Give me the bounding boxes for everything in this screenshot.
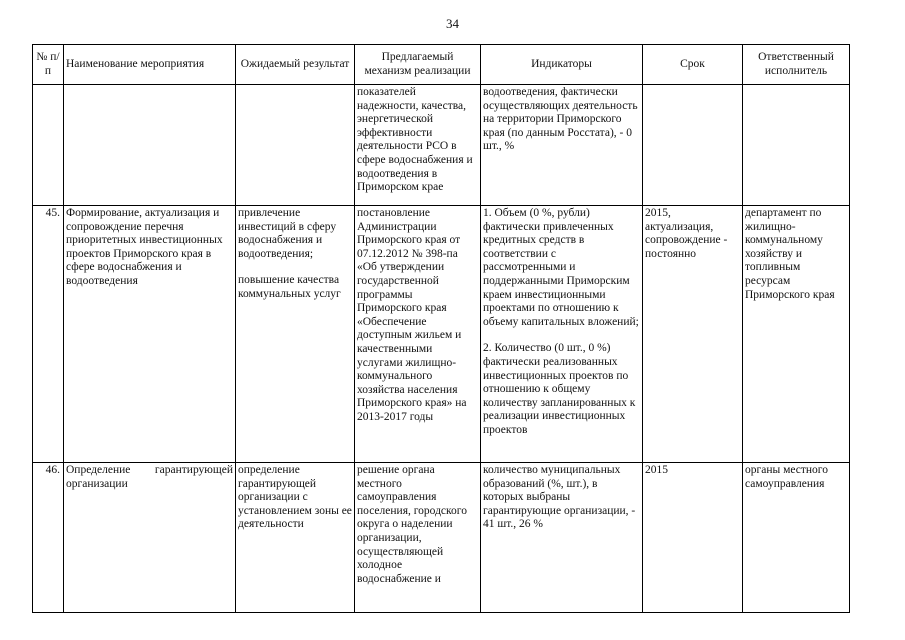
row-responsible: органы местного самоуправления	[743, 463, 850, 613]
header-term: Срок	[643, 45, 743, 85]
table-row	[33, 85, 850, 206]
header-name: Наименование мероприятия	[64, 45, 236, 85]
indicator-item: 1. Объем (0 %, рубли) фактически привлеченных кредитных средств в соответствии с рассмотренными и поддержанными Приморским краем инвестиционными проектами по отношению к объему капитальных вложений;	[483, 207, 639, 328]
row-indicators	[481, 206, 643, 463]
row-term	[643, 85, 743, 206]
row-term: 2015	[643, 463, 743, 613]
table-header-row	[33, 45, 850, 85]
table-row	[33, 206, 850, 463]
row-mechanism: показателей надежности, качества, энергетической эффективности деятельности РСО в сфере водоснабжения и водоотведения в Приморском крае	[355, 85, 481, 206]
row-number	[33, 85, 64, 206]
header-responsible: Ответственный исполнитель	[743, 45, 850, 85]
table-row	[33, 463, 850, 613]
row-name: Определение гарантирующей организации	[64, 463, 236, 613]
header-indicators: Индикаторы	[481, 45, 643, 85]
row-responsible: департамент по жилищно-коммунальному хозяйству и топливным ресурсам Приморского края	[743, 206, 850, 463]
row-mechanism: решение органа местного самоуправления поселения, городского округа о наделении организации, осуществляющей холодное водоснабжение и	[355, 463, 481, 613]
row-term: 2015, актуализация, сопровождение - постоянно	[643, 206, 743, 463]
row-indicators: водоотведения, фактически осуществляющих деятельность на территории Приморского края (по данным Росстата), - 0 шт., %	[481, 85, 643, 206]
row-responsible	[743, 85, 850, 206]
result-item: повышение качества коммунальных услуг	[238, 274, 341, 300]
row-name	[64, 85, 236, 206]
row-result	[236, 85, 355, 206]
row-mechanism: постановление Администрации Приморского края от 07.12.2012 № 398-па «Об утверждении государственной программы Приморского края «Обеспечение доступным жильем и качественными услугами жилищно-коммунального хозяйства населения Приморского края» на 2013-2017 годы	[355, 206, 481, 463]
row-result: определение гарантирующей организации с установлением зоны ее деятельности	[236, 463, 355, 613]
measures-table	[32, 44, 850, 613]
row-indicators: количество муниципальных образований (%, шт.), в которых выбраны гарантирующие организации, - 41 шт., 26 %	[481, 463, 643, 613]
row-number: 46.	[33, 463, 64, 613]
row-name: Формирование, актуализация и сопровождение перечня приоритетных инвестиционных проектов Приморского края в сфере водоснабжения и водоотведения	[64, 206, 236, 463]
row-result	[236, 206, 355, 463]
header-result: Ожидаемый результат	[236, 45, 355, 85]
page-number: 34	[446, 16, 459, 31]
indicator-item: 2. Количество (0 шт., 0 %) фактически реализованных инвестиционных проектов по отношению к общему количеству запланированных к реализации инвестиционных проектов	[483, 342, 636, 436]
row-number: 45.	[33, 206, 64, 463]
header-mechanism: Предлагаемый механизм реализации	[355, 45, 481, 85]
header-no: № п/п	[33, 45, 64, 85]
result-item: привлечение инвестиций в сферу водоснабжения и водоотведения;	[238, 207, 337, 260]
